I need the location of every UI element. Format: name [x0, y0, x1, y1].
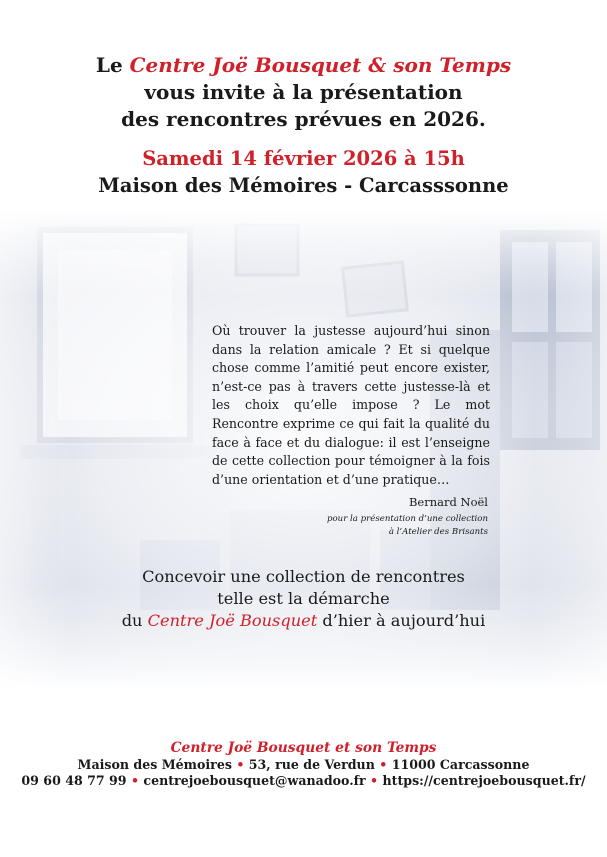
footer-website-link[interactable]: https://centrejoebousquet.fr/: [382, 773, 586, 788]
quote-source-line-2: à l’Atelier des Brisants: [388, 526, 488, 537]
footer-address: 53, rue de Verdun: [248, 756, 375, 772]
quote-source-line-1: pour la présentation d’une collection: [326, 514, 488, 524]
footer-contact-line: [0, 773, 607, 790]
bullet-separator: •: [236, 756, 245, 772]
header-line-3: des rencontres prévues en 2026.: [121, 107, 486, 131]
concept-line-1: Concevoir une collection de rencontres: [142, 567, 465, 586]
header-le: Le: [95, 53, 123, 77]
header-line-2: vous invite à la présentation: [144, 80, 463, 104]
bullet-separator: •: [130, 773, 140, 788]
event-venue: Maison des Mémoires - Carcasssonne: [98, 174, 509, 197]
concept-suffix: d’hier à aujourd’hui: [322, 611, 486, 630]
footer-email[interactable]: centrejoebousquet@wanadoo.fr: [143, 773, 366, 788]
contact-footer: [0, 740, 607, 790]
event-block: [0, 145, 607, 199]
concept-statement: [0, 566, 607, 632]
centre-name: Centre Joë Bousquet & son Temps: [129, 53, 512, 77]
bernard-noel-quote: Où trouver la justesse aujourd’hui sinon dans la relation amicale ? Et si quelque chose comme l’amitié peut encore exister, n’est-ce pas à travers cette justesse-là et les choix qu’elle impose ? Le mot Rencontre exprime ce qui fait la qualité du face à face et du dialogue: il est l’enseigne de cette collection pour témoigner à la fois d’une orientation et d’une pratique…: [212, 323, 490, 487]
header-line-1: [0, 52, 607, 79]
concept-line-3: [0, 610, 607, 632]
concept-line-2: telle est la démarche: [217, 589, 390, 608]
concept-prefix: du: [121, 611, 143, 630]
concept-centre-name: Centre Joë Bousquet: [147, 611, 318, 630]
footer-title: Centre Joë Bousquet et son Temps: [170, 740, 437, 756]
footer-city: 11000 Carcassonne: [391, 756, 530, 772]
quote-author: Bernard Noël: [408, 495, 488, 509]
footer-place: Maison des Mémoires: [77, 756, 232, 772]
invitation-header: [0, 52, 607, 133]
footer-address-line: [0, 757, 607, 774]
bullet-separator: •: [379, 756, 388, 772]
bullet-separator: •: [370, 773, 379, 788]
quote-source: [280, 513, 488, 538]
footer-phone: 09 60 48 77 99: [21, 773, 127, 788]
event-date-time: Samedi 14 février 2026 à 15h: [142, 147, 465, 170]
